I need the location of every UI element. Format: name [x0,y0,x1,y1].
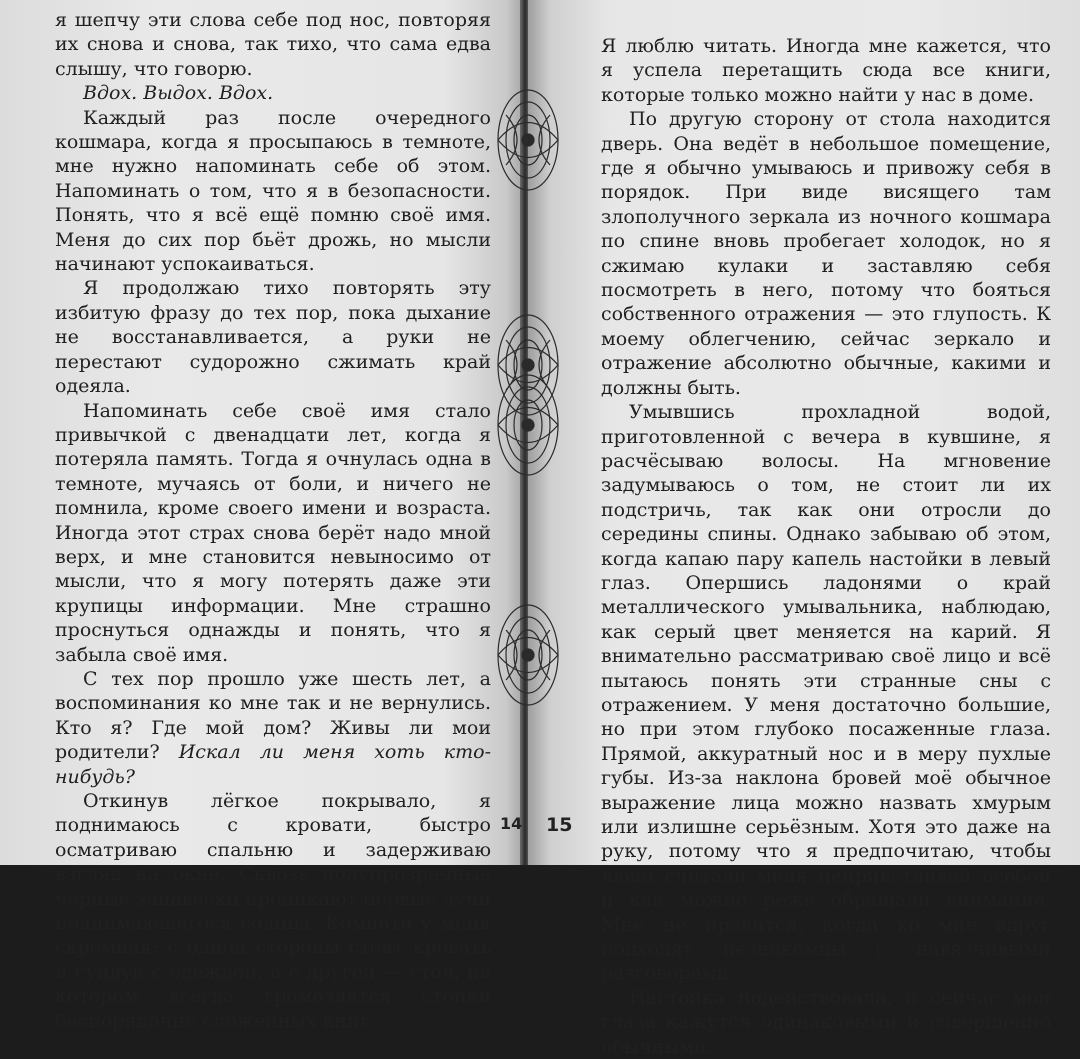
paragraph: я шепчу эти слова себе под нос, повторяя их снова и снова, так тихо, что сама едва слышу, что говорю. [55,9,491,80]
paragraph-italic: Вдох. Выдох. Вдох. [83,82,274,105]
left-page [0,0,522,1032]
paragraph: Каждый раз после очередного кошмара, когда я просыпаюсь в темноте, мне нужно напоминать себе об этом. Напоминать о том, что я в безопасности. Понять, что я всё ещё помню своё имя. Меня до сих пор бьёт дрожь, но мысли начинают успокаиваться. [55,106,491,276]
right-page-text [601,34,1051,1059]
page-number-right: 15 [546,814,573,836]
paragraph: Я продолжаю тихо повторять эту избитую фразу до тех пор, пока дыхание не восстанавливается, а руки не перестают судорожно сжимать край одеяла. [55,277,491,398]
paragraph: Умывшись прохладной водой, приготовленной с вечера в кувшине, я расчёсываю волосы. На мгновение задумываюсь о том, не стоит ли их подстричь, так как они отросли до середины спины. Однако забываю об этом, когда капаю пару капель настойки в левый глаз. Опершись ладонями о край металлического умывальника, наблюдаю, как серый цвет меняется на карий. Я внимательно рассматриваю своё лицо и всё пытаюсь понять эти странные сны с отражением. У меня достаточно большие, но при этом глубоко посаженные глаза. Прямой, аккуратный нос и в меру пухлые губы. Из-за наклона бровей моё обычное выражение лица можно назвать хмурым или излишне серьёзным. Хотя это даже на руку, потому что я предпочитаю, чтобы люди считали меня неприветливой особой и как можно реже обращали внимание. Мне не нравится, когда ко мне вдруг подходят незнакомцы с навязчивыми разговорами. [601,401,1051,985]
paragraph: Напоминать себе своё имя стало привычкой с двенадцати лет, когда я потеряла память. Тогда я очнулась одна в темноте, мучаясь от боли, и ничего не помнила, кроме своего имени и возраста. Иногда этот страх снова берёт надо мной верх, и мне становится невыносимо от мысли, что я могу потерять даже эти крупицы информации. Мне страшно проснуться однажды и понять, что я забыла своё имя. [55,399,491,666]
paragraph: Настойка подействовала, и сейчас мои глаза кажутся одинаковыми и совершенно обычными. [601,986,1051,1058]
mandala-ornament-1 [496,85,560,195]
paragraph: Откинув лёгкое покрывало, я поднимаюсь с кровати, быстро осматриваю спальню и задерживаю взгляд на окне. Сквозь полупрозрачные чёрные занавески проникают первые лучи поднимающегося солнца. Комната у меня скромная: с одной стороны стоят кровать и сундук с одеждой, а с другой — стол, на котором всегда громоздятся стопки беспорядочно сложенных книг. [55,790,491,1032]
right-page [528,0,1080,1058]
paragraph-text: С тех пор прошло уже шесть лет, а воспоминания ко мне так и не вернулись. Кто я? Где мой дом? Живы ли мои родители? [55,667,491,764]
paragraph: По другую сторону от стола находится дверь. Она ведёт в небольшое помещение, где я обычно умываюсь и привожу себя в порядок. При виде висящего там злополучного зеркала из ночного кошмара по спине вновь пробегает холодок, но я сжимаю кулаки и заставляю себя посмотреть в него, потому что бояться собственного отражения — это глупость. К моему облегчению, сейчас зеркало и отражение абсолютно обычные, какими и должны быть. [601,108,1051,399]
page-number-left: 14 [500,814,523,833]
paragraph: Я люблю читать. Иногда мне кажется, что я успела перетащить сюда все книги, которые только можно найти у нас в доме. [601,35,1051,106]
mandala-ornament-4 [496,600,560,710]
paragraph [55,667,491,789]
left-page-text [55,8,491,1033]
mandala-ornament-3 [496,370,560,480]
paragraph-italic-tail: Искал ли меня хоть кто-нибудь? [55,741,491,788]
